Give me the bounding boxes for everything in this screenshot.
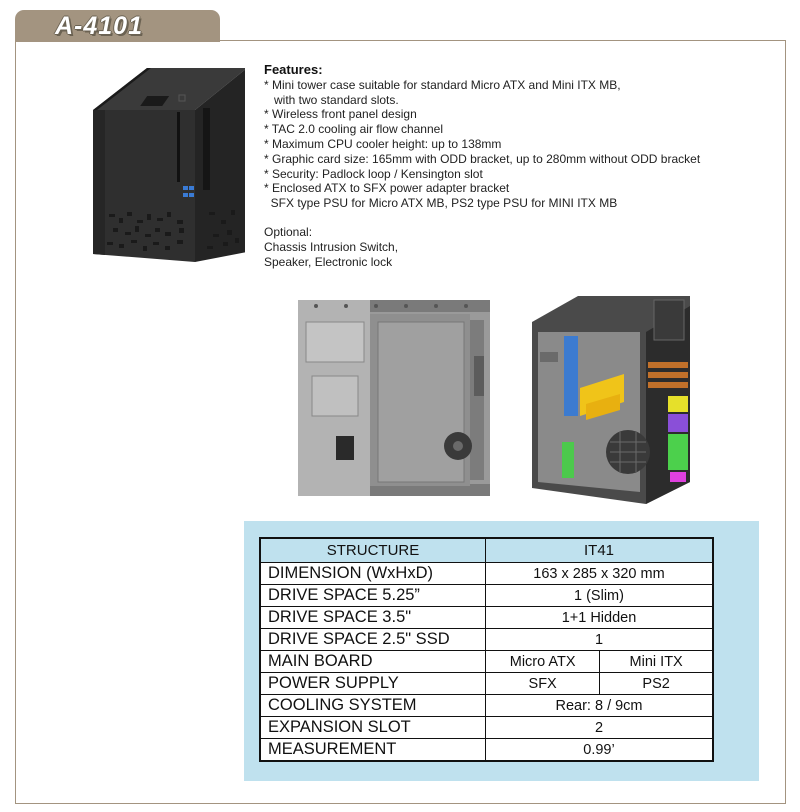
spec-panel bbox=[244, 521, 759, 781]
dimension-label: DIMENSION (WxHxD) bbox=[260, 563, 486, 585]
drive-525-value: 1 (Slim) bbox=[486, 585, 714, 607]
table-row bbox=[260, 629, 713, 651]
drive-25-value: 1 bbox=[486, 629, 714, 651]
psu-label: POWER SUPPLY bbox=[260, 673, 486, 695]
measurement-value: 0.99’ bbox=[486, 739, 714, 762]
model-tab bbox=[15, 10, 220, 42]
model-title: A-4101 bbox=[55, 12, 143, 40]
feature-line: * Security: Padlock loop / Kensington slot bbox=[264, 166, 483, 181]
cooling-label: COOLING SYSTEM bbox=[260, 695, 486, 717]
table-row bbox=[260, 585, 713, 607]
feature-line: SFX type PSU for Micro ATX MB, PS2 type PSU for MINI ITX MB bbox=[264, 196, 618, 211]
features-list bbox=[264, 63, 784, 269]
expansion-value: 2 bbox=[486, 717, 714, 739]
case-front-image bbox=[85, 62, 245, 262]
feature-line: * Maximum CPU cooler height: up to 138mm bbox=[264, 136, 502, 151]
table-row bbox=[260, 607, 713, 629]
table-row bbox=[260, 538, 713, 563]
structure-value: IT41 bbox=[486, 538, 714, 563]
case-component-layout-image bbox=[528, 292, 698, 506]
table-row bbox=[260, 673, 713, 695]
feature-line: * Enclosed ATX to SFX power adapter bracket bbox=[264, 181, 510, 196]
psu-value-ps2: PS2 bbox=[600, 673, 713, 695]
feature-line: with two standard slots. bbox=[264, 92, 399, 107]
expansion-label: EXPANSION SLOT bbox=[260, 717, 486, 739]
feature-line: * Graphic card size: 165mm with ODD bracket, up to 280mm without ODD bracket bbox=[264, 151, 701, 166]
cooling-value: Rear: 8 / 9cm bbox=[486, 695, 714, 717]
table-row bbox=[260, 739, 713, 762]
mainboard-label: MAIN BOARD bbox=[260, 651, 486, 673]
optional-line: Chassis Intrusion Switch, bbox=[264, 239, 399, 254]
spec-table bbox=[259, 537, 714, 762]
feature-line: * Mini tower case suitable for standard Micro ATX and Mini ITX MB, bbox=[264, 77, 621, 92]
table-row bbox=[260, 695, 713, 717]
features-heading: Features: bbox=[264, 62, 323, 77]
dimension-value: 163 x 285 x 320 mm bbox=[486, 563, 714, 585]
table-row bbox=[260, 563, 713, 585]
drive-25-label: DRIVE SPACE 2.5" SSD bbox=[260, 629, 486, 651]
feature-line: * TAC 2.0 cooling air flow channel bbox=[264, 122, 443, 137]
table-row bbox=[260, 651, 713, 673]
drive-525-label: DRIVE SPACE 5.25” bbox=[260, 585, 486, 607]
optional-line: Optional: bbox=[264, 224, 313, 239]
mainboard-value-mini: Mini ITX bbox=[600, 651, 713, 673]
optional-line: Speaker, Electronic lock bbox=[264, 254, 393, 269]
table-row bbox=[260, 717, 713, 739]
mainboard-value-micro: Micro ATX bbox=[486, 651, 600, 673]
measurement-label: MEASUREMENT bbox=[260, 739, 486, 762]
case-interior-side-image bbox=[296, 296, 494, 500]
psu-value-sfx: SFX bbox=[486, 673, 600, 695]
drive-35-label: DRIVE SPACE 3.5" bbox=[260, 607, 486, 629]
drive-35-value: 1+1 Hidden bbox=[486, 607, 714, 629]
structure-label: STRUCTURE bbox=[260, 538, 486, 563]
feature-line: * Wireless front panel design bbox=[264, 107, 417, 122]
